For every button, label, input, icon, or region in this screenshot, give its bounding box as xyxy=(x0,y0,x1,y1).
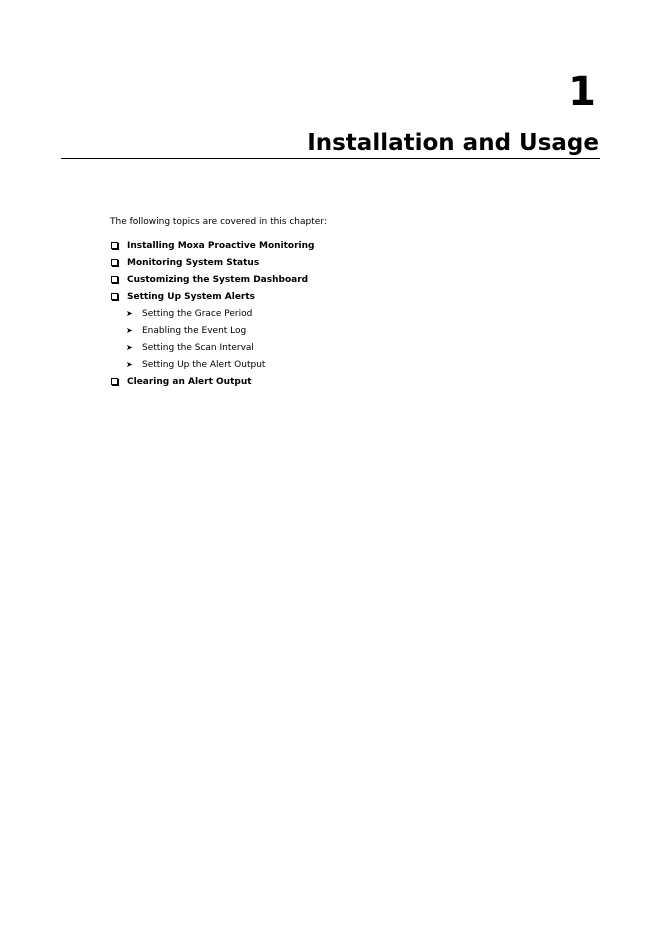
topic-item xyxy=(110,271,314,288)
chapter-title: Installation and Usage xyxy=(307,130,599,156)
subtopic-item xyxy=(110,322,314,339)
arrowhead-icon: ➤ xyxy=(126,342,133,352)
topic-label: Setting Up System Alerts xyxy=(127,291,256,302)
subtopic-label: Setting the Scan Interval xyxy=(142,342,254,353)
chapter-number: 1 xyxy=(568,69,596,115)
topic-list xyxy=(110,237,314,390)
topic-label: Installing Moxa Proactive Monitoring xyxy=(127,240,315,251)
square-box-icon xyxy=(111,378,118,385)
arrowhead-icon: ➤ xyxy=(126,325,133,335)
square-box-icon xyxy=(111,259,118,266)
topic-label: Clearing an Alert Output xyxy=(127,376,252,387)
square-box-icon xyxy=(111,293,118,300)
subtopic-label: Enabling the Event Log xyxy=(142,325,247,336)
subtopic-item xyxy=(110,339,314,356)
intro-text: The following topics are covered in this chapter: xyxy=(110,217,327,227)
subtopic-item xyxy=(110,356,314,373)
subtopic-label: Setting the Grace Period xyxy=(142,308,253,319)
subtopic-label: Setting Up the Alert Output xyxy=(142,359,266,370)
topic-item xyxy=(110,373,314,390)
topic-label: Monitoring System Status xyxy=(127,257,260,268)
subtopic-item xyxy=(110,305,314,322)
square-box-icon xyxy=(111,276,118,283)
topic-item xyxy=(110,237,314,254)
title-rule xyxy=(61,158,600,159)
arrowhead-icon: ➤ xyxy=(126,308,133,318)
square-box-icon xyxy=(111,242,118,249)
topic-item xyxy=(110,254,314,271)
topic-label: Customizing the System Dashboard xyxy=(127,274,309,285)
topic-item xyxy=(110,288,314,305)
arrowhead-icon: ➤ xyxy=(126,359,133,369)
